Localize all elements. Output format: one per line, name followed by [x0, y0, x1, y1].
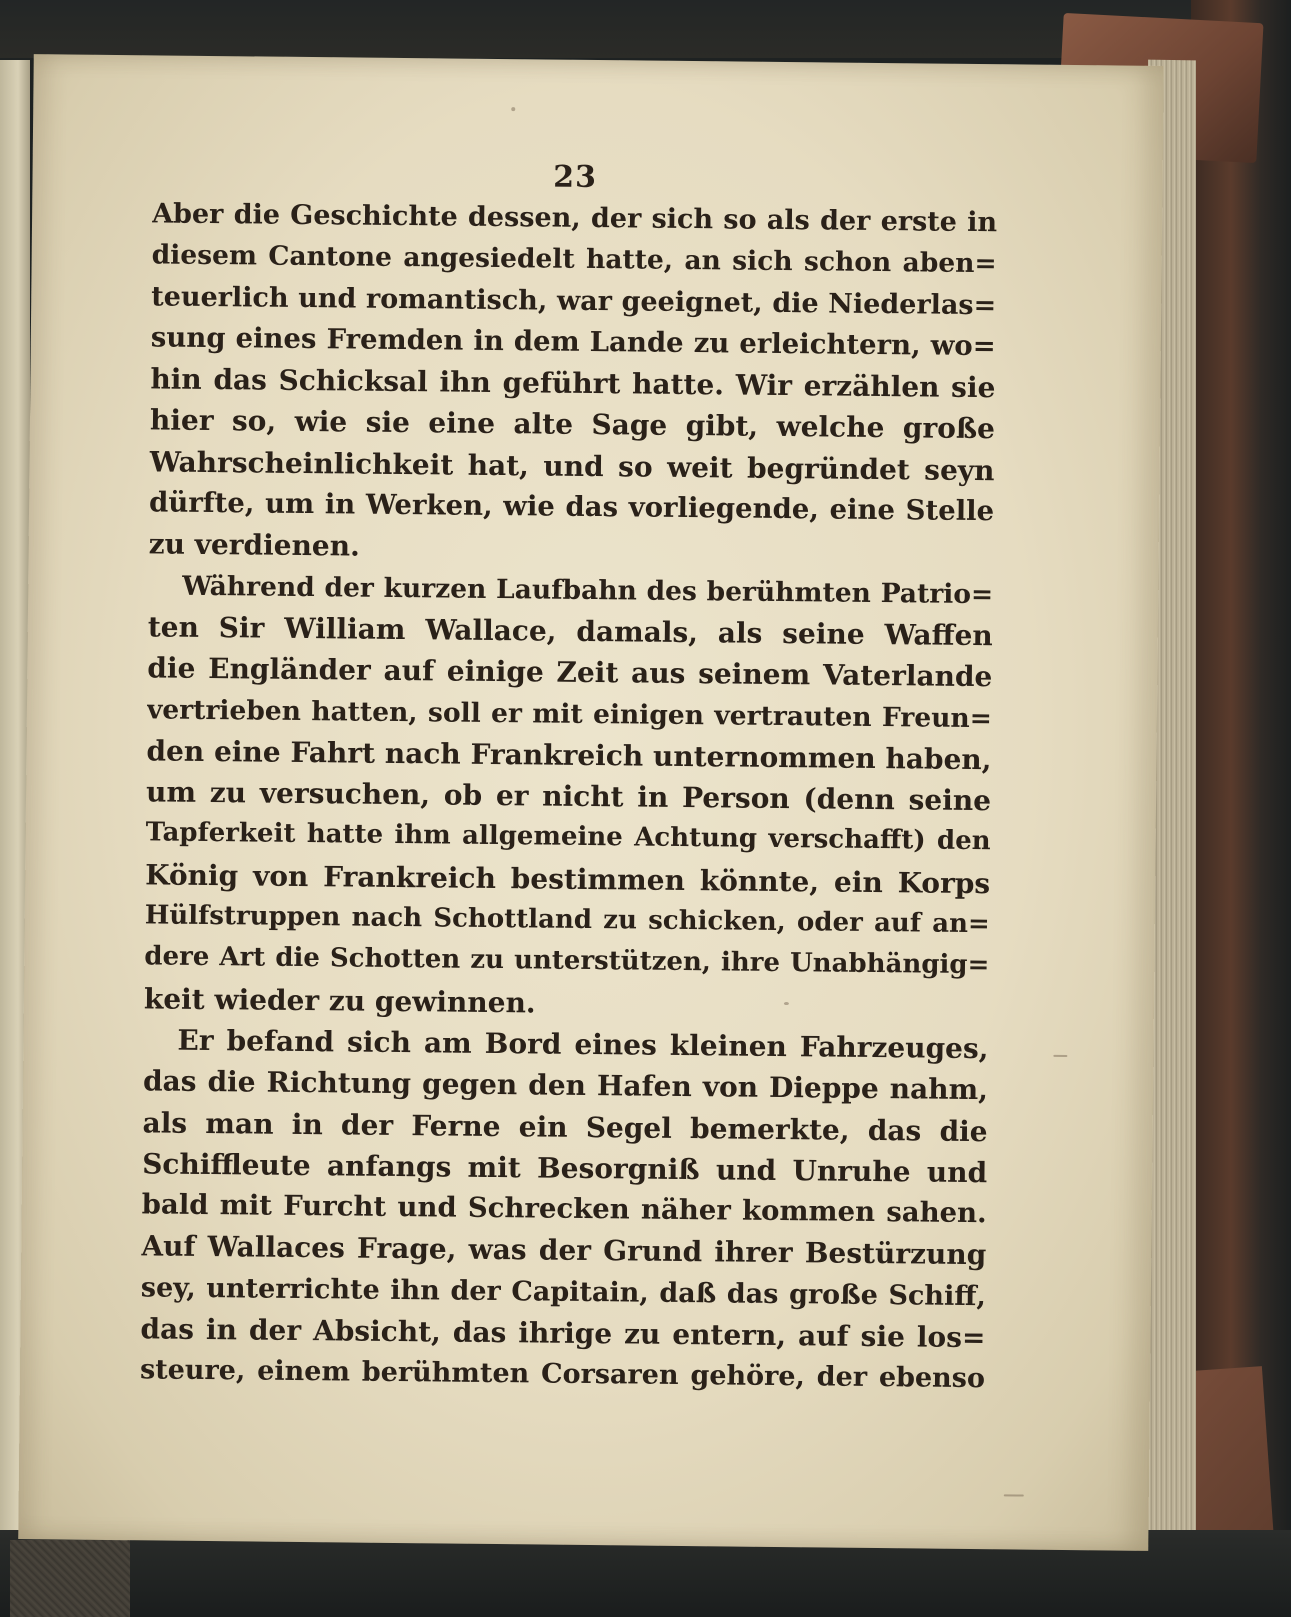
text-line: Auf Wallaces Frage, was der Grund ihrer Bestürzung — [141, 1229, 987, 1272]
text-line: sey, unterrichte ihn der Capitain, daß das große Schiff, — [140, 1272, 987, 1312]
text-line: den eine Fahrt nach Frankreich unternommen haben, — [146, 734, 992, 777]
text-line: bald mit Furcht und Schrecken näher kommen sahen. — [141, 1188, 987, 1230]
text-line: König von Frankreich bestimmen könnte, ein Korps — [145, 858, 991, 900]
binding-cloth — [10, 1540, 130, 1617]
text-line: als man in der Ferne ein Segel bemerkte, das die — [142, 1105, 988, 1148]
text-line: hin das Schicksal ihn geführt hatte. Wir erzählen sie — [150, 362, 996, 405]
text-line: vertrieben hatten, soll er mit einigen vertrauten Freun= — [146, 693, 993, 734]
text-line: Aber die Geschichte dessen, der sich so als der erste in — [151, 198, 998, 239]
text-line: teuerlich und romantisch, war geeignet, die Niederlas= — [151, 280, 997, 321]
page-text — [140, 155, 998, 1399]
text-line: das in der Absicht, das ihrige zu entern, auf sie los= — [140, 1312, 986, 1355]
text-line: Wahrscheinlichkeit hat, und so weit begründet seyn — [149, 445, 995, 487]
text-line: dürfte, um in Werken, wie das vorliegende, eine Stelle — [148, 486, 995, 528]
text-line: ten Sir William Wallace, damals, als seine Waffen — [147, 610, 993, 653]
paper-speck — [511, 107, 515, 111]
text-line: Tapferkeit hatte ihm allgemeine Achtung verschafft) den — [145, 817, 991, 857]
text-line: die Engländer auf einige Zeit aus seinem Vaterlande — [147, 651, 993, 694]
text-line: diesem Cantone angesiedelt hatte, an sich schon aben= — [151, 239, 997, 280]
text-line: zu verdienen. — [148, 527, 360, 563]
text-line: Während der kurzen Laufbahn des berühmten Patrio= — [182, 570, 994, 610]
text-line: hier so, wie sie eine alte Sage gibt, welche große — [149, 403, 996, 446]
page-number: 23 — [552, 159, 598, 196]
paper-speck — [1004, 1494, 1024, 1496]
text-line: Er befand sich am Bord eines kleinen Fahrzeuges, — [177, 1023, 989, 1066]
text-line: sung eines Fremden in dem Lande zu erleichtern, wo= — [150, 321, 996, 363]
text-line: Hülfstruppen nach Schottland zu schicken, oder auf an= — [144, 900, 990, 940]
book-page — [18, 54, 1163, 1551]
text-line: Schiffleute anfangs mit Besorgniß und Unruhe und — [142, 1147, 988, 1189]
text-line: das die Richtung gegen den Hafen von Dieppe nahm, — [142, 1064, 989, 1107]
text-line: um zu versuchen, ob er nicht in Person (denn seine — [145, 775, 992, 818]
text-line: steure, einem berühmten Corsaren gehöre, der ebenso — [139, 1354, 986, 1395]
text-line: dere Art die Schotten zu unterstützen, ihre Unabhängig= — [144, 941, 990, 981]
text-line: keit wieder zu gewinnen. — [143, 981, 536, 1020]
paper-speck — [1053, 1055, 1067, 1057]
